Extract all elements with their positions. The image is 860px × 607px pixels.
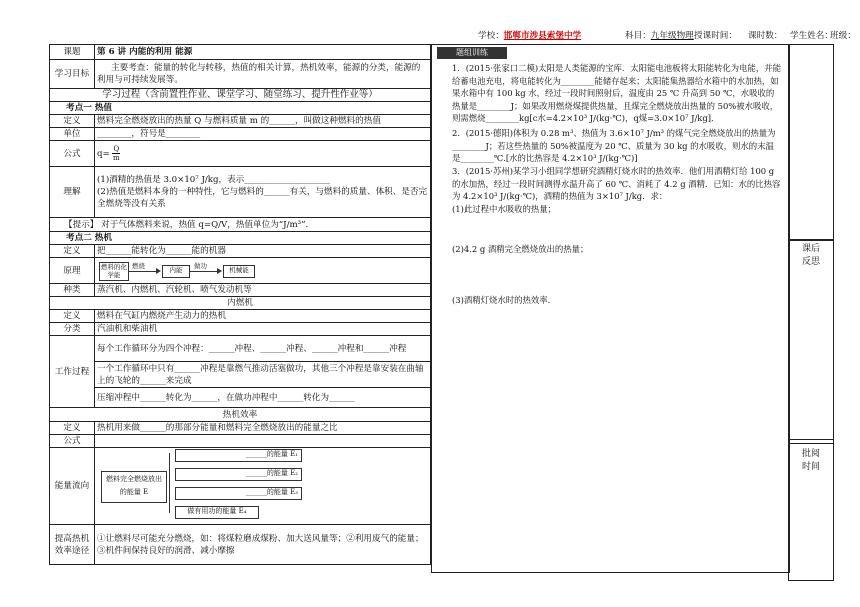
question-3: 3．(2015·苏州)某学习小组同学想研究酒精灯烧水时的热效率．他们用酒精灯给 100 g 的水加热，经过一段时间测得水温升高了 60 ℃、消耗了 4.2 g 酒精．已知：水的比热容为 4.2×10³ J/(kg·℃)，酒精的热值为 3×10⁷ J/kg．求： [452,166,781,201]
ice-def-text: 燃料在气缸内燃烧产生动力的热机 [95,310,431,323]
header-class-label: 班级： [830,31,856,41]
goal-text: 主要考查：能量的转化与转移，热值的相关计算，热机效率，能源的分类，能源的利用与可持续发展等。 [95,60,431,89]
kp1-unit-label: 单位 [50,128,95,141]
formula-fraction [112,145,120,162]
after-class-reflection [788,239,834,444]
flow-arrow-1-label: 燃烧 [132,261,145,270]
formula-lhs: q= [97,149,110,159]
energy-box-3: ______的能量 E₃ [175,487,302,500]
header-subject-value: 九年级物理 [650,31,694,41]
header-hours-label: 课时数： [748,31,783,41]
kp1-def-label: 定义 [50,115,95,128]
kp1-unit-text: ________，符号是________ [95,128,431,141]
work-3: 压缩冲程中______转化为______，在做功冲程中______转化为______ [95,388,431,408]
understand-1: (1)酒精的热值是 3.0×10⁷ J/kg，表示____________________ [97,175,331,185]
topic-value: 第 6 讲 内能的利用 能源 [95,45,431,60]
header-final [0,29,860,41]
kp1-understand [95,167,431,218]
improve-text: ①让燃料尽可能充分燃烧，如：将煤粒磨成煤粉、加大送风量等；②利用废气的能量；③机件间保持良好的润滑、减小摩擦 [95,525,431,565]
energy-box-2: ______的能量 E₂ [175,468,302,481]
left-table [49,44,431,565]
energy-box-4: 做有用功的能量 E₄ [175,506,259,519]
side-top [788,44,834,241]
kp2-principle-flow [95,258,431,284]
kp2-types-text: 蒸汽机、内燃机、汽轮机、喷气发动机等 [95,284,431,297]
kp1-understand-label: 理解 [50,167,95,218]
flow-chem-energy: 燃料的化学能 [101,262,127,279]
kp1-title: 考点一 热值 [50,102,431,115]
eff-def-text: 热机用来做______的那部分能量和燃料完全燃烧放出的能量之比 [95,422,431,435]
energy-box-1: ______的能量 E₁ [175,449,302,462]
kp2-def-text: 把______能转化为______能的机器 [95,245,431,258]
eff-def-label: 定义 [50,422,95,435]
kp1-tip: 【提示】 对于气体燃料来说，热值 q=Q/V，热值单位为“J/m³”． [50,218,431,232]
formula-denominator: m [112,154,120,162]
process-title: 学习过程（含前置性作业、课堂学习、随堂练习、提升性作业等） [50,89,431,102]
energy-flow-label: 能量流向 [50,448,95,525]
energy-flow-diagram [95,448,431,525]
question-3-part-3: (3)酒精灯烧水时的热效率. [452,295,551,305]
question-1: 1．(2015·张家口二模)太阳是人类能源的宝库．太阳能电池板将太阳能转化为电能，并能给蓄电池充电，将电能转化为________能储存起来；太阳能集热器给水箱中的水加热，如果水箱中有 100 kg 水，经过一段时间照射后，温度由 25 ℃ 升高到 50 ℃，水吸收的热量是________J；如果改用燃烧煤提供热量，且煤完全燃烧放出热量的 50%被水吸收，则需燃烧________kg[c水=4.2×10³ J/(kg·℃)，q煤=3.0×10⁷ J/kg]． [452,63,781,123]
improve-label: 提高热机效率途径 [50,525,95,565]
ice-def-label: 定义 [50,310,95,323]
question-3-part-2: (2)4.2 g 酒精完全燃烧放出的热量； [452,244,589,254]
header-time-label: 授课时间： [694,31,737,41]
energy-trunk [169,453,170,513]
kp1-def-text: 燃料完全燃烧放出的热量 Q 与燃料质量 m 的______，叫做这种燃料的热值 [95,115,431,128]
header-school-name: 邯郸市涉县索堡中学 [503,31,582,41]
review-label: 批阅时间 [801,449,820,472]
work-1: 每个工作循环分为四个冲程：______冲程、______冲程、______冲程和______冲程 [95,336,431,362]
formula-numerator: Q [113,145,120,153]
kp1-formula [95,141,431,167]
flow-internal-energy: 内能 [162,265,190,278]
work-2: 一个工作循环中只有______冲程是靠燃气推动活塞做功，其他三个冲程是靠安装在曲轴上的飞轮的______来完成 [95,362,431,388]
energy-source-box: 燃料完全燃烧放出的能量 E [101,471,167,503]
question-3-part-1: (1)此过程中水吸收的热量； [452,204,556,214]
kp2-def-label: 定义 [50,245,95,258]
flow-arrow-2-label: 做功 [194,261,207,270]
header-school-label: 学校： [478,31,504,41]
review-time [788,439,834,581]
eff-formula-label: 公式 [50,435,95,448]
kp2-title: 考点二 热机 [50,232,431,245]
ice-cls-text: 汽油机和柴油机 [95,323,431,336]
question-2: 2．(2015·德阳)体积为 0.28 m³、热值为 3.6×10⁷ J/m³ 的煤气完全燃烧放出的热量为________J；若这些热量的 50%被温度为 20 ℃、质量为 30 kg 的水吸收，则水的末温是________℃.[水的比热容是 4.2×10³ J/(kg·℃)] [452,128,776,163]
header-student-label: 学生姓名： [790,31,833,41]
ice-title: 内燃机 [50,297,431,310]
topic-label: 课题 [50,45,95,60]
eff-title: 热机效率 [50,408,431,422]
ice-cls-label: 分类 [50,323,95,336]
eff-formula-blank [95,435,431,448]
after-class-label: 课后反思 [801,244,820,267]
understand-2: (2)热值是燃料本身的一种特性，它与燃料的______有关，与燃料的质量、体积、是否完全燃烧等没有关系 [97,187,428,209]
kp2-types-label: 种类 [50,284,95,297]
flow-mech-energy: 机械能 [223,265,255,278]
flow-arrowhead-2 [217,268,222,274]
goal-label: 学习目标 [50,60,95,89]
flow-arrowhead-1 [156,268,161,274]
kp2-principle-label: 原理 [50,258,95,284]
kp1-formula-label: 公式 [50,141,95,167]
practice-tag: 题组训练 [437,47,507,59]
header-subject-label: 科目： [625,31,651,41]
work-label: 工作过程 [50,336,95,408]
